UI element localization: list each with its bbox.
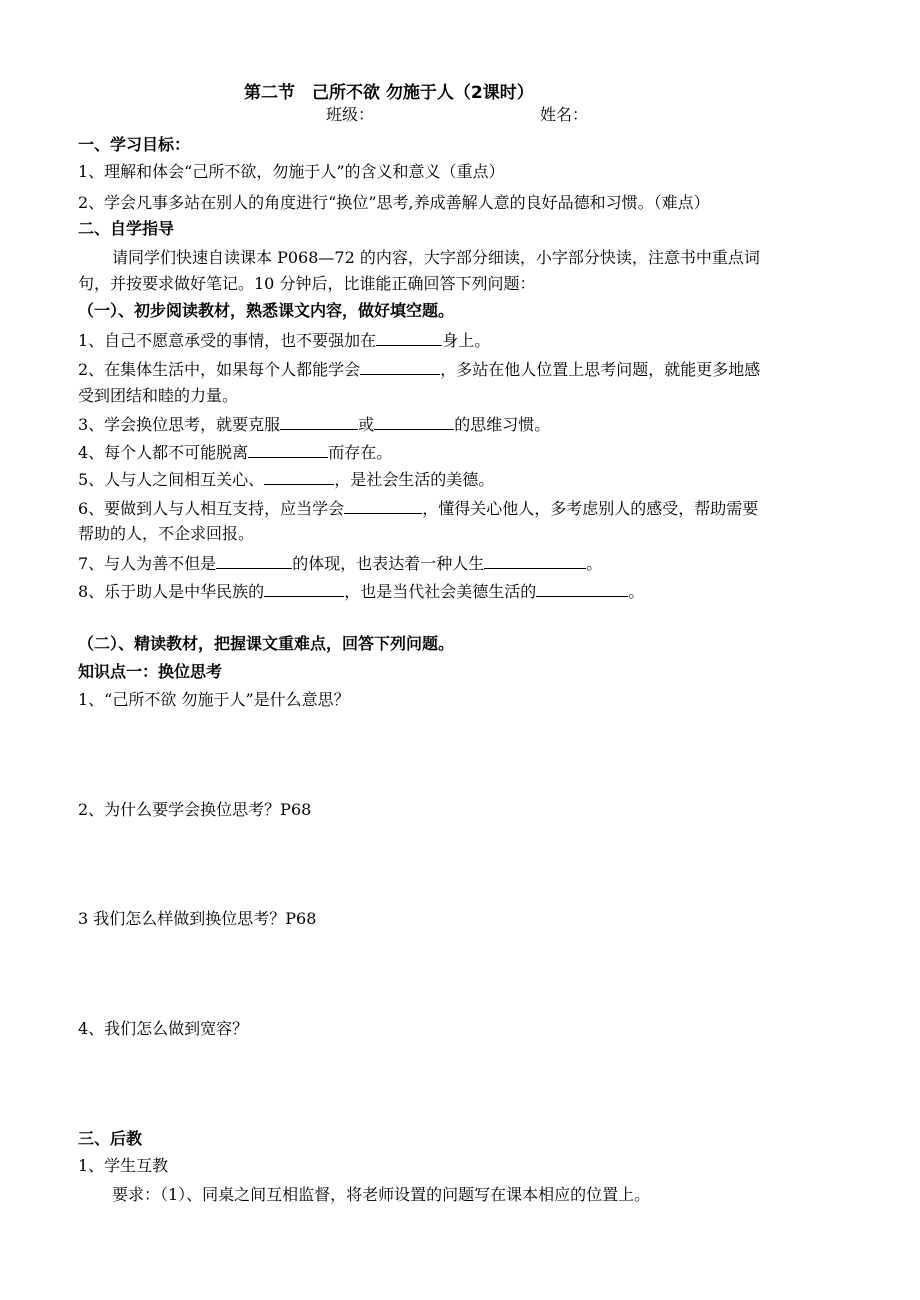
objectives-heading: 一、学习目标： — [78, 135, 191, 154]
q8-text-a: 8、乐于助人是中华民族的 — [78, 582, 265, 601]
part1-heading: （一）、初步阅读教材，熟悉课文内容，做好填空题。 — [78, 301, 455, 320]
q8-blank-1[interactable] — [264, 579, 344, 597]
q7-blank-1[interactable] — [216, 551, 292, 569]
q7-text-b: 的体现，也表达着一种人生 — [292, 554, 485, 573]
fill-question-4 — [78, 440, 850, 464]
q3-text-c: 的思维习惯。 — [454, 415, 551, 434]
q8-text-b: ，也是当代社会美德生活的 — [344, 582, 537, 601]
requirement-text: 要求：（1）、同桌之间互相监督，将老师设置的问题写在课本相应的位置上。 — [112, 1185, 651, 1204]
q7-text-a: 7、与人为善不但是 — [78, 554, 217, 573]
part2-heading: （二）、精读教材，把握课文重难点，回答下列问题。 — [78, 634, 455, 653]
q4-text-a: 4、每个人都不可能脱离 — [78, 443, 249, 462]
q3-blank-1[interactable] — [280, 412, 358, 430]
q5-text-a: 5、人与人之间相互关心、 — [78, 470, 265, 489]
q2-blank[interactable] — [360, 357, 440, 375]
q5-text-b: ，是社会生活的美德。 — [334, 470, 495, 489]
fill-question-5 — [78, 467, 850, 491]
intro-line-2: 句，并按要求做好笔记。10 分钟后，比谁能正确回答下列问题： — [78, 274, 536, 293]
q3-text-a: 3、学会换位思考，就要克服 — [78, 415, 281, 434]
fill-question-7 — [78, 551, 850, 575]
q1-blank[interactable] — [376, 328, 442, 346]
fill-question-6-cont: 帮助的人，不企求回报。 — [78, 524, 255, 543]
q3-blank-2[interactable] — [374, 412, 454, 430]
q1-text-b: 身上。 — [442, 331, 491, 350]
class-label: 班级： — [326, 105, 375, 124]
objective-1: 1、理解和体会“己所不欲，勿施于人”的含义和意义（重点） — [78, 162, 505, 181]
fill-question-6 — [78, 496, 850, 520]
q4-text-b: 而存在。 — [328, 443, 393, 462]
open-question-4: 4、我们怎么做到宽容？ — [78, 1019, 249, 1038]
fill-question-3 — [78, 412, 850, 436]
fill-question-1 — [78, 328, 850, 352]
page-title: 第二节 己所不欲 勿施于人（2课时） — [244, 83, 534, 103]
open-question-3: 3 我们怎么样做到换位思考？P68 — [78, 909, 317, 928]
fill-question-8 — [78, 579, 850, 603]
q2-text-b: ，多站在他人位置上思考问题，就能更多地感 — [440, 360, 761, 379]
q5-blank[interactable] — [264, 467, 334, 485]
q6-blank[interactable] — [344, 496, 422, 514]
after-teaching-heading: 三、后教 — [78, 1129, 143, 1148]
q4-blank[interactable] — [248, 440, 328, 458]
q6-text-b: ，懂得关心他人，多考虑别人的感受，帮助需要 — [422, 499, 759, 518]
q2-text-a: 2、在集体生活中，如果每个人都能学会 — [78, 360, 361, 379]
open-question-2: 2、为什么要学会换位思考？P68 — [78, 800, 312, 819]
q8-text-c: 。 — [628, 582, 645, 601]
peer-teaching-item: 1、学生互教 — [78, 1156, 169, 1175]
open-question-1: 1、“己所不欲 勿施于人”是什么意思？ — [78, 690, 350, 709]
objective-2: 2、学会凡事多站在别人的角度进行“换位”思考,养成善解人意的良好品德和习惯。（难点） — [78, 193, 710, 212]
knowledge-point-heading: 知识点一：换位思考 — [78, 662, 223, 681]
q7-text-c: 。 — [586, 554, 603, 573]
q8-blank-2[interactable] — [536, 579, 628, 597]
q7-blank-2[interactable] — [484, 551, 586, 569]
fill-question-2 — [78, 357, 850, 381]
q6-text-a: 6、要做到人与人相互支持，应当学会 — [78, 499, 345, 518]
q1-text-a: 1、自己不愿意承受的事情，也不要强加在 — [78, 331, 377, 350]
q3-text-b: 或 — [358, 415, 375, 434]
intro-line-1: 请同学们快速自读课本 P068—72 的内容，大字部分细读，小字部分快读，注意书中重点词 — [112, 248, 760, 267]
self-study-heading: 二、自学指导 — [78, 219, 175, 238]
fill-question-2-cont: 受到团结和睦的力量。 — [78, 386, 239, 405]
name-label: 姓名： — [540, 105, 589, 124]
